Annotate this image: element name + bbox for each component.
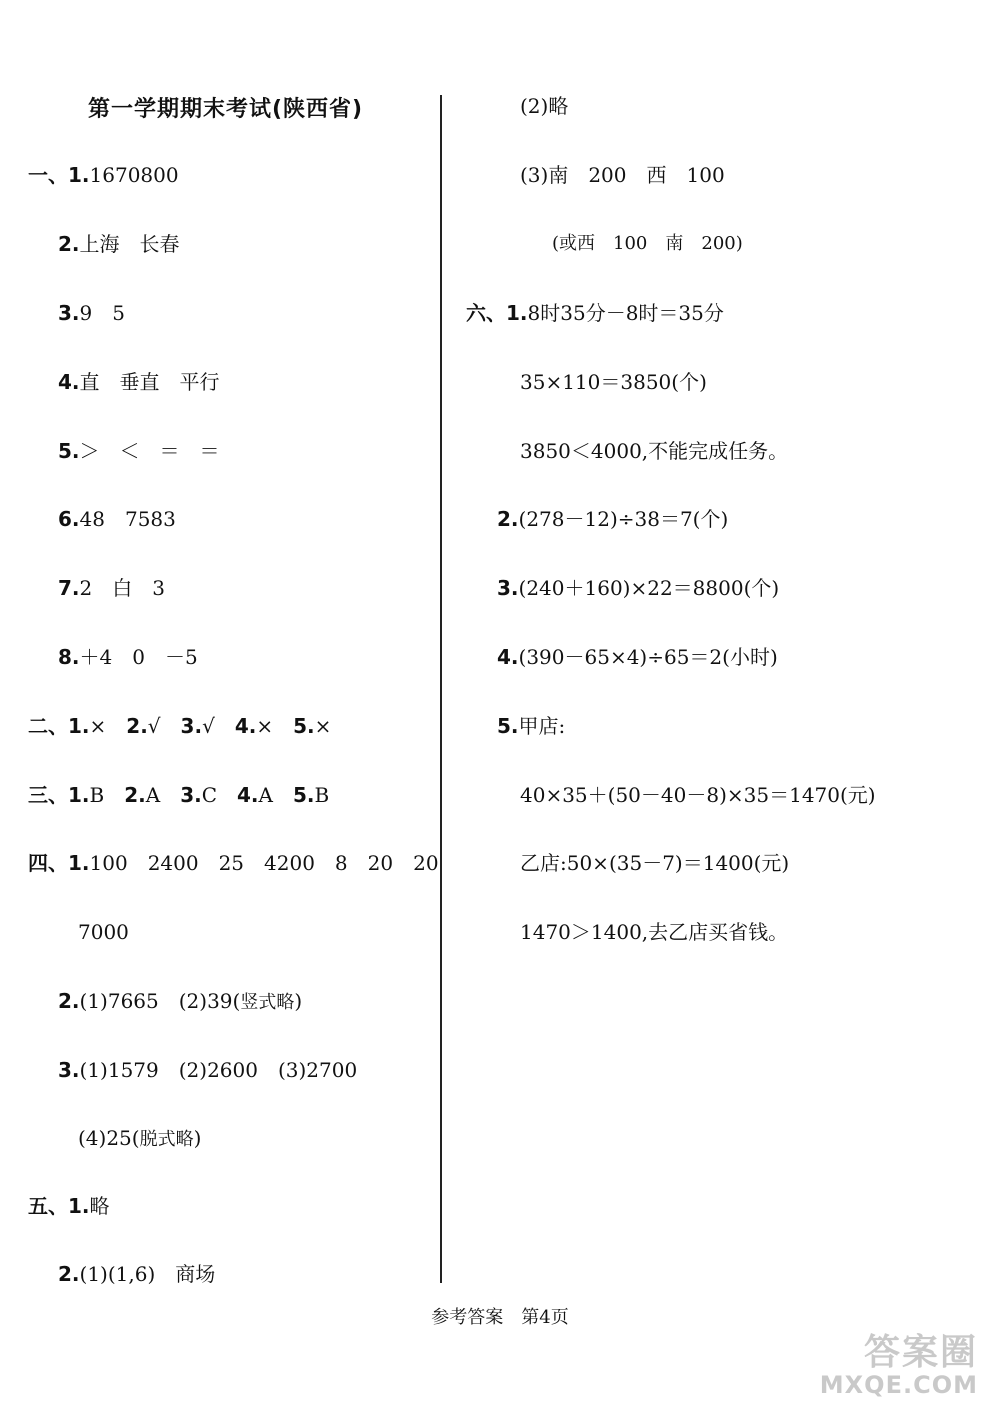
item-number: 4. [234,714,257,738]
answer-line [28,161,179,189]
answer-text: 8时35分－8时＝35分 [527,301,724,325]
answer-text: (或西 100 南 200) [552,233,743,254]
answer-note: 脱式略 [139,1129,194,1150]
answer-text: A [145,783,161,807]
answer-line [78,918,129,946]
answer-line [58,505,176,533]
answer-line [520,92,568,120]
answer-text: 40×35＋(50－40－8)×35＝1470(元) [520,783,876,807]
item-number: 二、1. [28,714,90,738]
item-number: 2. [58,232,80,256]
answer-text: × [89,714,107,738]
answer-line [28,781,329,809]
answer-text: × [314,714,332,738]
item-number: 2. [126,714,148,738]
item-number: 2. [497,507,519,531]
item-number: 三、1. [28,783,90,807]
answer-text: 2 白 3 [79,576,165,600]
item-number: 4. [497,645,519,669]
answer-text: ) [193,1126,202,1150]
column-divider [440,95,442,1283]
answer-text: √ [202,714,215,738]
answer-text: B [89,783,105,807]
item-number: 4. [58,370,80,394]
item-number: 2. [58,1262,80,1286]
item-number: 4. [237,783,259,807]
watermark-logo: 答案圈 [863,1332,978,1373]
answer-line [520,849,789,877]
item-number: 3. [497,576,519,600]
answer-text: 上海 长春 [79,232,180,256]
answer-line [58,368,220,396]
item-number: 四、1. [28,851,90,875]
answer-text: (2)略 [520,94,569,118]
watermark-url: MXQE.COM [819,1371,978,1399]
answer-line [552,230,743,258]
answer-text: (1)(1,6) 商场 [79,1262,216,1286]
answer-line [58,230,180,258]
answer-text: (3)南 200 西 100 [520,163,725,187]
answer-text: 9 5 [79,301,125,325]
answer-text: √ [147,714,161,738]
answer-line [58,643,198,671]
answer-line [520,918,788,946]
page-footer: 参考答案 第4页 [431,1307,569,1328]
answer-text: (1)7665 (2)39( [79,989,241,1013]
item-number: 六、1. [466,301,528,325]
item-number: 2. [58,989,80,1013]
item-number: 2. [124,783,146,807]
answer-note: 竖式略 [240,992,295,1013]
answer-text: × [256,714,274,738]
page-title: 第一学期期末考试(陕西省) [88,97,364,122]
answer-line [497,574,779,602]
answer-line [58,574,165,602]
answer-line [520,368,707,396]
answer-line [466,299,724,327]
answer-line [58,1260,215,1288]
answer-text: 直 垂直 平行 [79,370,220,394]
answer-text: (1)1579 (2)2600 (3)2700 [79,1058,358,1082]
answer-text: 乙店:50×(35－7)＝1400(元) [520,851,790,875]
answer-text: 1670800 [89,163,179,187]
answer-line [520,781,876,809]
item-number: 5. [58,439,80,463]
item-number: 7. [58,576,80,600]
item-number: 6. [58,507,80,531]
answer-text: 35×110＝3850(个) [520,370,707,394]
answer-text: ) [294,989,303,1013]
item-number: 3. [180,714,203,738]
item-number: 3. [180,783,202,807]
item-number: 一、1. [28,163,90,187]
answer-line [28,712,331,740]
answer-text: (4)25( [78,1126,140,1150]
answer-line [58,437,220,465]
answer-text: 略 [89,1194,110,1218]
item-number: 5. [293,714,315,738]
answer-line [497,643,778,671]
answer-text: C [201,783,218,807]
item-number: 五、1. [28,1194,90,1218]
answer-line [78,1124,201,1154]
answer-text: 7000 [78,920,129,944]
answer-text: 3850＜4000,不能完成任务。 [520,439,789,463]
answer-text: ＋4 0 －5 [79,645,198,669]
answer-text: 甲店: [518,714,566,738]
answer-line [28,849,439,877]
answer-line [28,1192,110,1220]
answer-line [497,712,565,740]
answer-text: A [258,783,273,807]
answer-text: 48 7583 [79,507,176,531]
answer-text: (390－65×4)÷65＝2(小时) [518,645,778,669]
answer-text: (240＋160)×22＝8800(个) [518,576,780,600]
answer-line [58,299,125,327]
answer-line [497,505,728,533]
answer-text: (278－12)÷38＝7(个) [518,507,729,531]
answer-text: 100 2400 25 4200 8 20 20 [89,851,439,875]
answer-line [58,1056,357,1084]
item-number: 5. [497,714,519,738]
answer-line [58,987,302,1017]
item-number: 3. [58,301,80,325]
site-watermark [768,1334,978,1400]
answer-line [520,437,788,465]
item-number: 3. [58,1058,80,1082]
item-number: 8. [58,645,80,669]
answer-text: 1470＞1400,去乙店买省钱。 [520,920,789,944]
answer-text: ＞ ＜ ＝ ＝ [79,439,220,463]
answer-text: B [314,783,330,807]
answer-line [520,161,725,189]
item-number: 5. [292,783,315,807]
